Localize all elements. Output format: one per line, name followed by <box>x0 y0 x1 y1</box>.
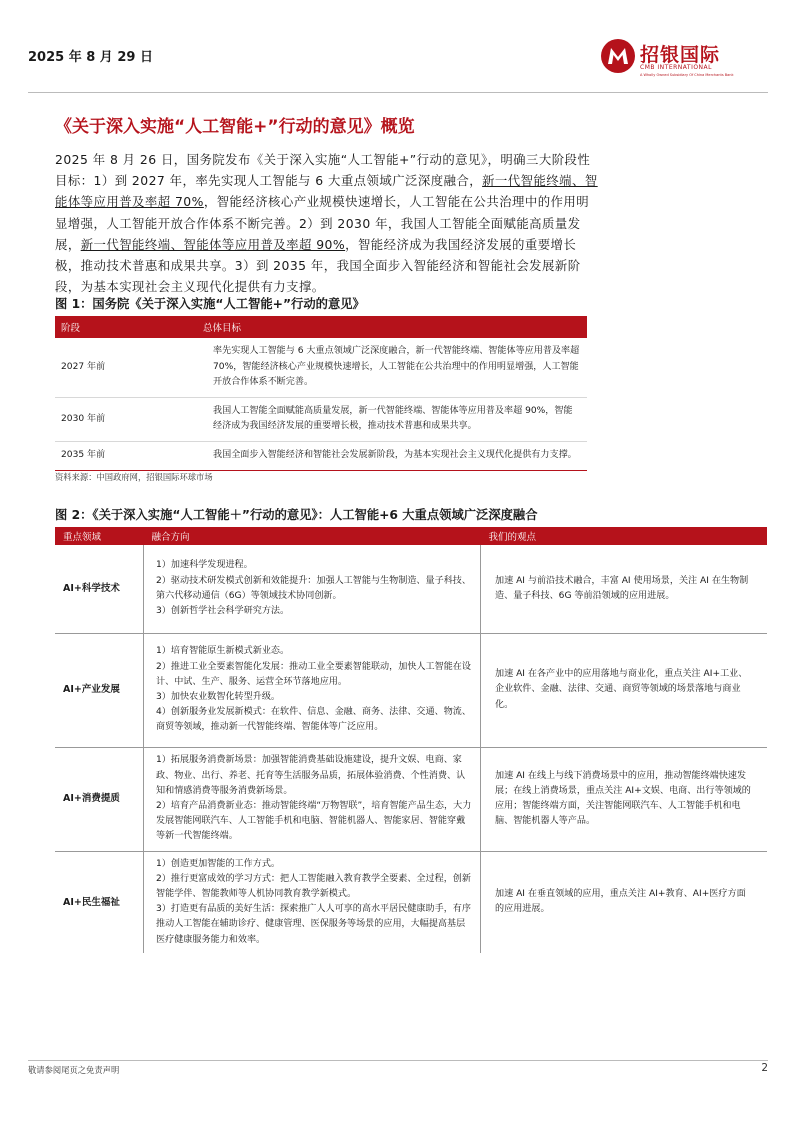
table-row <box>55 633 767 747</box>
stage-cell: 2030 年前 <box>55 397 197 441</box>
area-cell: AI+民生福祉 <box>55 851 144 953</box>
list-item: 2）培育产品消费新业态：推动智能终端“万物智联”，培育智能产品生态，大力发展智能网联汽车、人工智能手机和电脑、智能机器人、智能家居、智能穿戴等新一代智能终端。 <box>156 801 472 842</box>
list-item: 2）推进工业全要素智能化发展：推动工业全要素智能联动，加快人工智能在设计、中试、生产、服务、运营全环节落地应用。 <box>156 661 471 687</box>
logo-en-text: CMB INTERNATIONAL <box>640 64 712 71</box>
figure-1-caption: 图 1：国务院《关于深入实施“人工智能+”行动的意见》 <box>55 297 365 311</box>
table2-header-view: 我们的观点 <box>481 527 768 545</box>
list-item: 1）拓展服务消费新场景：加强智能消费基础设施建设，提升文娱、电商、家政、物业、出行、养老、托育等生活服务品质，拓展体验消费、个性消费、认知和情感消费等服务消费新场景。 <box>156 755 466 796</box>
table-row <box>55 747 767 851</box>
header-divider <box>28 92 768 93</box>
area-cell: AI+科学技术 <box>55 545 144 633</box>
table1-header-goal: 总体目标 <box>197 316 587 338</box>
table1-header-stage: 阶段 <box>55 316 197 338</box>
intro-highlight-2030: 新一代智能终端、智能体等应用普及率超 90% <box>80 236 346 252</box>
intro-text-1: 2025 年 8 月 26 日，国务院发布《关于深入实施“人工智能+”行动的意见》，明确三大阶段性目标：1）到 2027 年，率先实现人工智能与 6 大重点领域广泛深度融合， <box>55 152 591 189</box>
logo-cn-text: 招银国际 <box>640 44 721 66</box>
table-row <box>55 441 587 470</box>
page-number: 2 <box>761 1062 768 1074</box>
intro-text-3: ，智能经济成为我国经济发展的重要增长极，推动技术普惠和成果共享。3）到 2035 年，我国全面步入智能经济和智能社会发展新阶段，为基本实现社会主义现代化提供有力支撑。 <box>55 236 581 295</box>
list-item: 2）推行更富成效的学习方式：把人工智能融入教育教学全要素、全过程，创新智能学伴、智能教师等人机协同教育教学新模式。 <box>156 873 471 899</box>
area-cell: AI+消费提质 <box>55 747 144 851</box>
direction-cell <box>144 851 481 953</box>
view-cell: 加速 AI 在垂直领域的应用，重点关注 AI+教育、AI+医疗方面的应用进展。 <box>495 888 746 915</box>
stage-cell: 2027 年前 <box>55 338 197 397</box>
goal-cell: 我国人工智能全面赋能高质量发展，新一代智能终端、智能体等应用普及率超 90%，智能经济成为我国经济发展的重要增长极，推动技术普惠和成果共享。 <box>197 397 587 441</box>
list-item: 1）加速科学发现进程。 <box>156 560 253 571</box>
table-row <box>55 338 587 397</box>
section-title: 《关于深入实施“人工智能+”行动的意见》概览 <box>55 117 415 137</box>
list-item: 3）加快农业数智化转型升级。 <box>156 692 281 702</box>
intro-paragraph <box>55 149 600 297</box>
list-item: 4）创新服务业发展新模式：在软件、信息、金融、商务、法律、交通、物流、商贸等领域，推动新一代智能终端、智能体等广泛应用。 <box>156 707 471 733</box>
intro-text-2: ，智能经济核心产业规模快速增长，人工智能在公共治理中的作用明显增强，人工智能开放合作体系不断完善。2）到 2030 年，我国人工智能全面赋能高质量发展， <box>55 194 590 252</box>
direction-cell <box>144 633 481 747</box>
table-row <box>55 851 767 953</box>
goal-cell: 我国全面步入智能经济和智能社会发展新阶段，为基本实现社会主义现代化提供有力支撑。 <box>197 441 587 470</box>
figure-1-table <box>55 316 587 471</box>
stage-cell: 2035 年前 <box>55 441 197 470</box>
table-row <box>55 545 767 633</box>
area-cell: AI+产业发展 <box>55 633 144 747</box>
table2-header-area: 重点领域 <box>55 527 144 545</box>
direction-cell <box>144 747 481 851</box>
table-row <box>55 397 587 441</box>
figure-1-source: 资料来源：中国政府网，招银国际环球市场 <box>55 472 213 482</box>
footer-divider <box>28 1060 768 1061</box>
list-item: 3）打造更有品质的美好生活：探索推广人人可享的高水平居民健康助手，有序推动人工智能在辅助诊疗、健康管理、医保服务等场景的应用，大幅提高基层医疗健康服务能力和效率。 <box>156 904 471 945</box>
logo-tagline: A Wholly Owned Subsidiary Of China Merchants Bank <box>640 73 734 77</box>
cmb-logo-icon <box>600 38 636 74</box>
view-cell: 加速 AI 在各产业中的应用落地与商业化，重点关注 AI+工业、企业软件、金融、法律、交通、商贸等领域的场景落地与商业化。 <box>481 633 768 747</box>
figure-2-caption: 图 2：《关于深入实施“人工智能＋”行动的意见》：人工智能+6 大重点领域广泛深度融合 <box>55 508 538 522</box>
goal-cell: 率先实现人工智能与 6 大重点领域广泛深度融合，新一代智能终端、智能体等应用普及率超 70%，智能经济核心产业规模快速增长，人工智能在公共治理中的作用明显增强，人工智能开放合作体系不断完善。 <box>197 338 587 397</box>
direction-cell <box>144 545 481 633</box>
view-cell: 加速 AI 与前沿技术融合，丰富 AI 使用场景，关注 AI 在生物制造、量子科技、6G 等前沿领域的应用进展。 <box>481 545 768 633</box>
list-item: 1）创造更加智能的工作方式。 <box>156 858 281 869</box>
footer-disclaimer: 敬请参阅尾页之免责声明 <box>28 1065 120 1075</box>
list-item: 2）驱动技术研发模式创新和效能提升：加强人工智能与生物制造、量子科技、第六代移动通信（6G）等领域技术协同创新。 <box>156 575 471 601</box>
table2-header-direction: 融合方向 <box>144 527 481 545</box>
view-cell: 加速 AI 在线上与线下消费场景中的应用，推动智能终端快速发展；在线上消费场景，重点关注 AI+文娱、电商、出行等领域的应用；智能终端方面，关注智能网联汽车、人工智能手机和电脑、智能机器人等产品。 <box>481 747 768 851</box>
report-date: 2025 年 8 月 29 日 <box>28 50 153 65</box>
intro-highlight-2027: 新一代智能终端、智能体等应用普及率超 70% <box>55 173 598 210</box>
cmb-international-logo <box>600 36 770 86</box>
list-item: 3）创新哲学社会科学研究方法。 <box>156 605 290 616</box>
list-item: 1）培育智能原生新模式新业态。 <box>156 646 290 657</box>
figure-2-table <box>55 527 767 953</box>
